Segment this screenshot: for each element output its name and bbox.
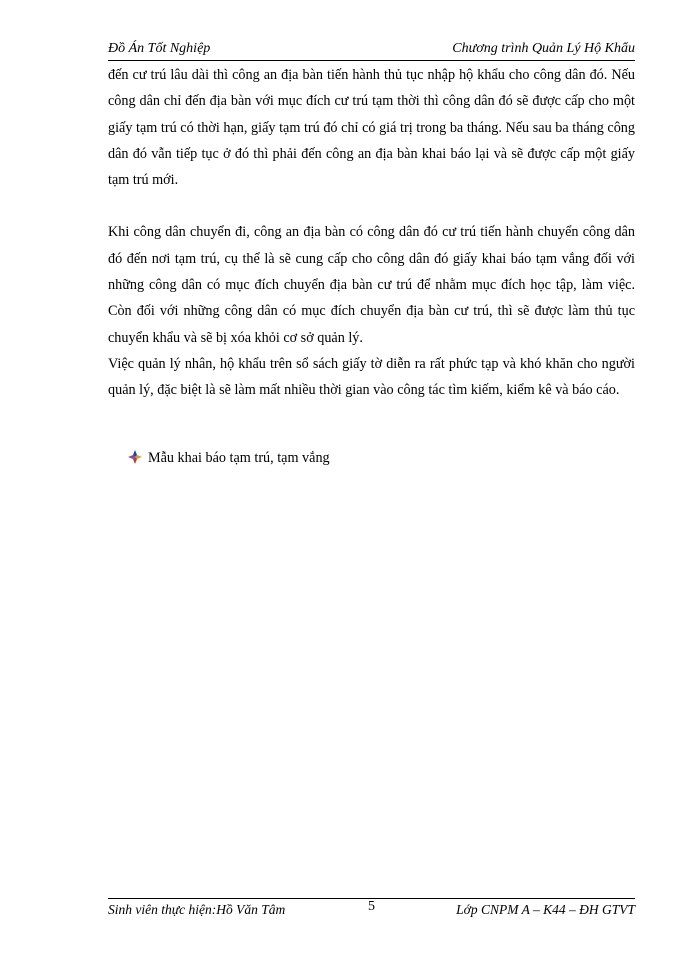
header-title-left: Đồ Án Tốt Nghiệp (108, 41, 211, 56)
page-number: 5 (368, 899, 375, 914)
bullet-item (128, 448, 330, 468)
paragraph-2: Khi công dân chuyển đi, công an địa bàn có công dân đó cư trú tiến hành chuyển công dân đó đến nơi tạm trú, cụ thể là sẽ cung cấp cho công dân đó giấy khai báo tạm vắng đối với những công dân có mục đích chuyển địa bàn cư trú để nhằm mục đích học tập, làm việc. Còn đối với những công dân có mục đích chuyển địa bàn cư trú, thì sẽ được làm thủ tục chuyển khẩu và sẽ bị xóa khỏi cơ sở quản lý. (108, 224, 635, 346)
page-footer (108, 898, 635, 923)
footer-author: Sinh viên thực hiện:Hồ Văn Tâm (108, 902, 286, 917)
footer-class: Lớp CNPM A – K44 – ĐH GTVT (456, 902, 635, 917)
page-header (108, 40, 635, 61)
paragraph-1: đến cư trú lâu dài thì công an địa bàn tiến hành thủ tục nhập hộ khẩu cho công dân đó. Nếu công dân chỉ đến địa bàn với mục đích cư trú tạm thời thì công dân đó sẽ được cấp cho một giấy tạm trú có thời hạn, giấy tạm trú đó chỉ có giá trị trong ba tháng. Nếu sau ba tháng công dân đó vẫn tiếp tục ở đó thì phải đến công an địa bàn khai báo lại và sẽ được cấp một giấy tạm trú mới. (108, 67, 635, 189)
paragraph-3: Việc quản lý nhân, hộ khẩu trên sổ sách giấy tờ diễn ra rất phức tạp và khó khăn cho người quản lý, đặc biệt là sẽ làm mất nhiều thời gian vào công tác tìm kiếm, kiểm kê và báo cáo. (108, 355, 635, 399)
bullet-text: Mẫu khai báo tạm trú, tạm vắng (148, 450, 330, 466)
diamond-bullet-icon (128, 450, 142, 464)
header-title-right: Chương trình Quản Lý Hộ Khẩu (452, 41, 635, 56)
body-text (108, 62, 635, 404)
